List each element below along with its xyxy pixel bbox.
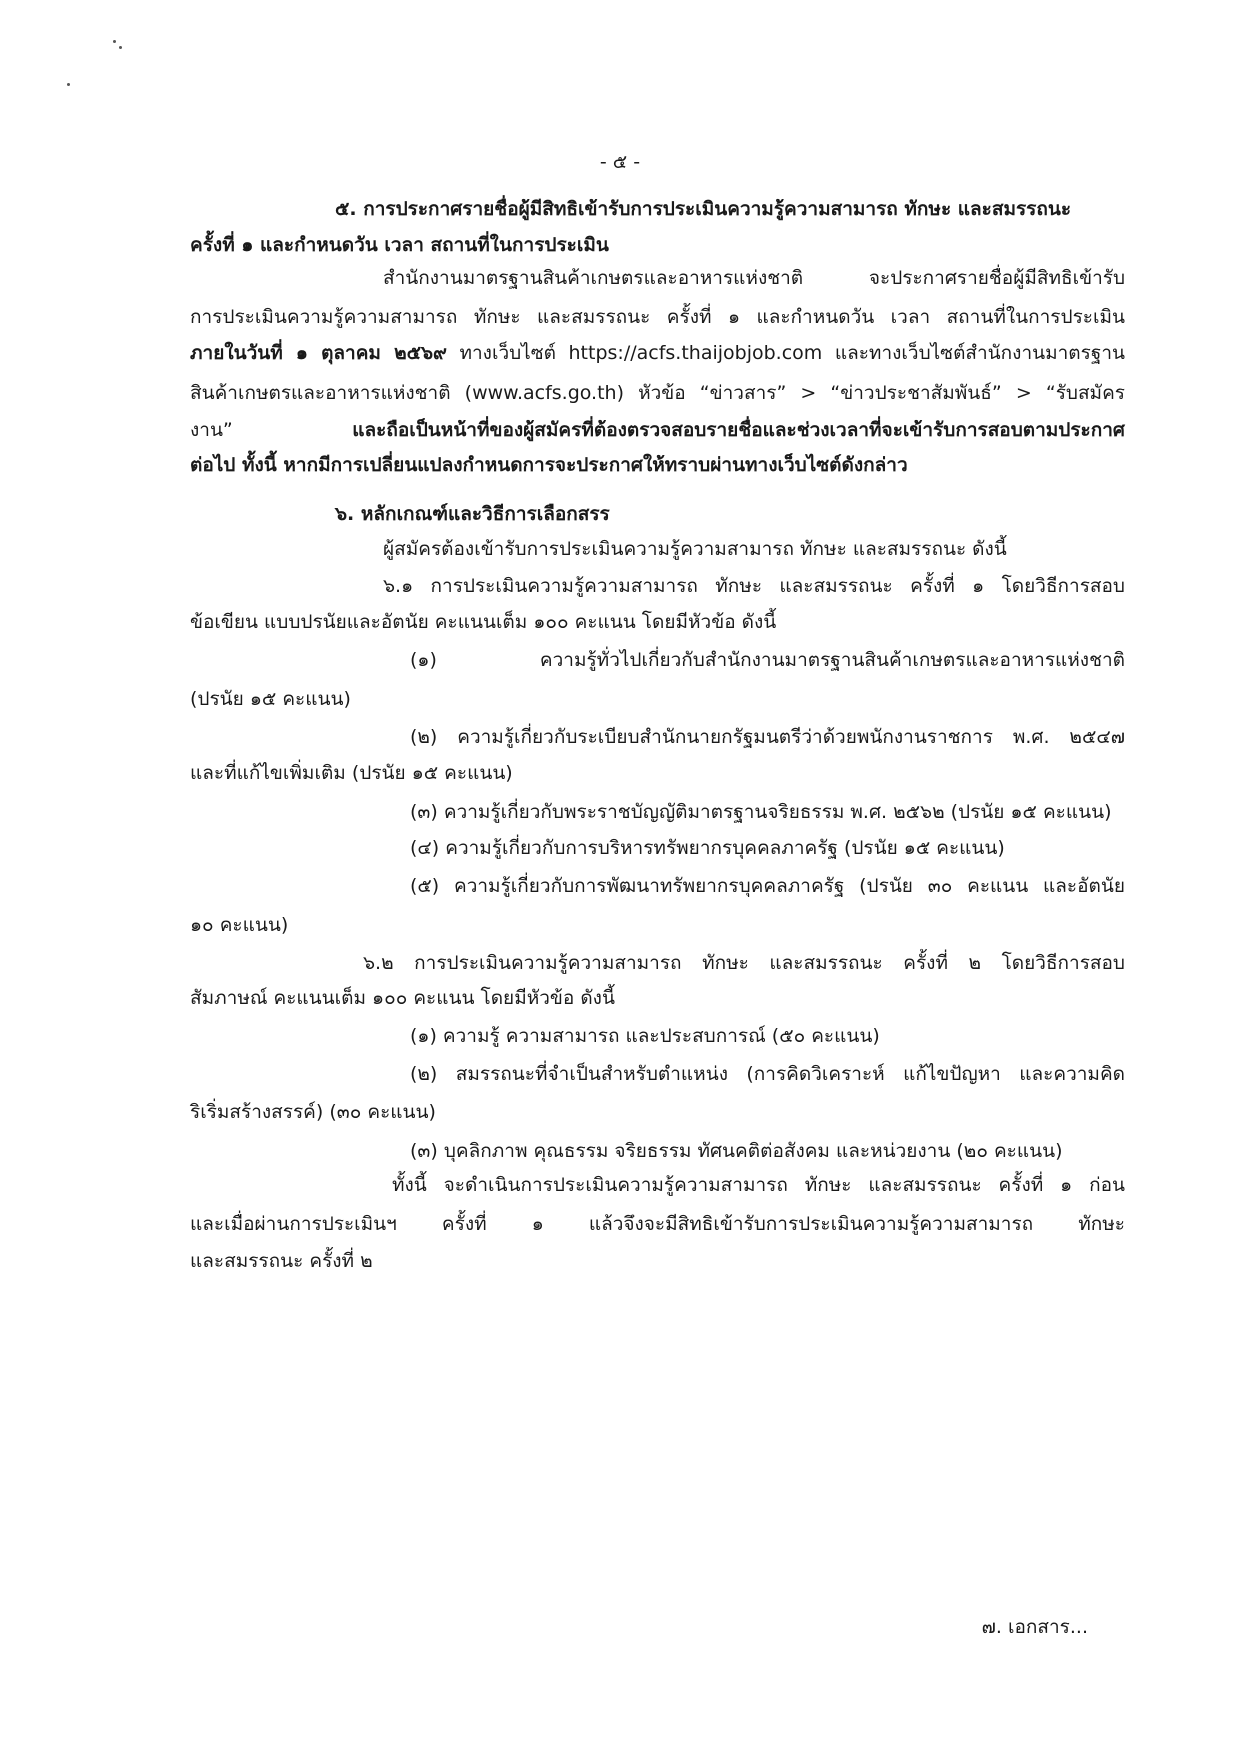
section5-paragraph-line xyxy=(190,340,1125,366)
section62-item: (๓) บุคลิกภาพ คุณธรรม จริยธรรม ทัศนคติต่อสังคม และหน่วยงาน (๒๐ คะแนน) xyxy=(410,1140,1063,1162)
section5-paragraph-line: สินค้าเกษตรและอาหารแห่งชาติ (www.acfs.go.th) หัวข้อ “ข่าวสาร” > “ข่าวประชาสัมพันธ์” > “รับสมัคร xyxy=(190,382,1125,404)
section5-paragraph-line: ต่อไป ทั้งนี้ หากมีการเปลี่ยนแปลงกำหนดการจะประกาศให้ทราบผ่านทางเว็บไซต์ดังกล่าว xyxy=(190,454,908,476)
section5-paragraph-line: การประเมินความรู้ความสามารถ ทักษะ และสมรรถนะ ครั้งที่ ๑ และกำหนดวัน เวลา สถานที่ในการประเมิน xyxy=(190,306,1125,328)
section61-line: ๖.๑ การประเมินความรู้ความสามารถ ทักษะ และสมรรถนะ ครั้งที่ ๑ โดยวิธีการสอบ xyxy=(383,575,1125,597)
section61-item-continuation: ๑๐ คะแนน) xyxy=(190,914,289,936)
section61-line: ข้อเขียน แบบปรนัยและอัตนัย คะแนนเต็ม ๑๐๐ คะแนน โดยมีหัวข้อ ดังนี้ xyxy=(190,611,777,633)
section61-item: (๕) ความรู้เกี่ยวกับการพัฒนาทรัพยากรบุคคลภาครัฐ (ปรนัย ๓๐ คะแนน และอัตนัย xyxy=(410,875,1125,897)
scan-speck xyxy=(113,40,116,43)
section61-item: (๔) ความรู้เกี่ยวกับการบริหารทรัพยากรบุคคลภาครัฐ (ปรนัย ๑๕ คะแนน) xyxy=(410,837,1005,859)
section62-line: ๖.๒ การประเมินความรู้ความสามารถ ทักษะ และสมรรถนะ ครั้งที่ ๒ โดยวิธีการสอบ xyxy=(363,952,1125,974)
closing-paragraph-line: และเมื่อผ่านการประเมินฯ ครั้งที่ ๑ แล้วจึงจะมีสิทธิเข้ารับการประเมินความรู้ความสามารถ ทักษะ xyxy=(190,1213,1125,1235)
section61-item: (๒) ความรู้เกี่ยวกับระเบียบสำนักนายกรัฐมนตรีว่าด้วยพนักงานราชการ พ.ศ. ๒๕๔๗ xyxy=(410,726,1125,748)
section61-item: (๑) ความรู้ทั่วไปเกี่ยวกับสำนักงานมาตรฐานสินค้าเกษตรและอาหารแห่งชาติ xyxy=(410,649,1125,671)
section61-item-continuation: และที่แก้ไขเพิ่มเติม (ปรนัย ๑๕ คะแนน) xyxy=(190,762,513,784)
section5-heading-line2: ครั้งที่ ๑ และกำหนดวัน เวลา สถานที่ในการประเมิน xyxy=(190,234,609,256)
scan-speck xyxy=(119,46,122,49)
section62-line: สัมภาษณ์ คะแนนเต็ม ๑๐๐ คะแนน โดยมีหัวข้อ ดังนี้ xyxy=(190,987,615,1009)
section5-paragraph-line: สำนักงานมาตรฐานสินค้าเกษตรและอาหารแห่งชาติ จะประกาศรายชื่อผู้มีสิทธิเข้ารับ xyxy=(383,267,1125,289)
applicant-duty-text: และถือเป็นหน้าที่ของผู้สมัครที่ต้องตรวจสอบรายชื่อและช่วงเวลาที่จะเข้ารับการสอบตามประกาศ xyxy=(232,419,1125,441)
section61-item: (๓) ความรู้เกี่ยวกับพระราชบัญญัติมาตรฐานจริยธรรม พ.ศ. ๒๕๖๒ (ปรนัย ๑๕ คะแนน) xyxy=(410,801,1112,823)
continuation-marker: ๗. เอกสาร... xyxy=(981,1616,1088,1638)
section62-item-continuation: ริเริ่มสร้างสรรค์) (๓๐ คะแนน) xyxy=(190,1101,436,1123)
scan-speck xyxy=(67,83,70,86)
section62-item: (๒) สมรรถนะที่จำเป็นสำหรับตำแหน่ง (การคิดวิเคราะห์ แก้ไขปัญหา และความคิด xyxy=(410,1063,1125,1085)
section62-item: (๑) ความรู้ ความสามารถ และประสบการณ์ (๕๐ คะแนน) xyxy=(410,1025,880,1047)
closing-paragraph-line: ทั้งนี้ จะดำเนินการประเมินความรู้ความสามารถ ทักษะ และสมรรถนะ ครั้งที่ ๑ ก่อน xyxy=(392,1174,1125,1196)
section6-intro: ผู้สมัครต้องเข้ารับการประเมินความรู้ความสามารถ ทักษะ และสมรรถนะ ดังนี้ xyxy=(383,538,1007,560)
section6-heading: ๖. หลักเกณฑ์และวิธีการเลือกสรร xyxy=(335,503,610,525)
section5-heading-line1: ๕. การประกาศรายชื่อผู้มีสิทธิเข้ารับการประเมินความรู้ความสามารถ ทักษะ และสมรรถนะ xyxy=(335,198,1072,220)
announcement-date: ภายในวันที่ ๑ ตุลาคม ๒๕๖๙ xyxy=(190,342,447,364)
section61-item-continuation: (ปรนัย ๑๕ คะแนน) xyxy=(190,688,351,710)
website-reference: ทางเว็บไซต์ https://acfs.thaijobjob.com และทางเว็บไซต์สำนักงานมาตรฐาน xyxy=(446,342,1125,364)
closing-paragraph-line: และสมรรถนะ ครั้งที่ ๒ xyxy=(190,1250,373,1272)
page-number: - ๕ - xyxy=(599,151,641,173)
section5-paragraph-line xyxy=(190,417,1125,443)
text-fragment: งาน” xyxy=(190,419,233,441)
